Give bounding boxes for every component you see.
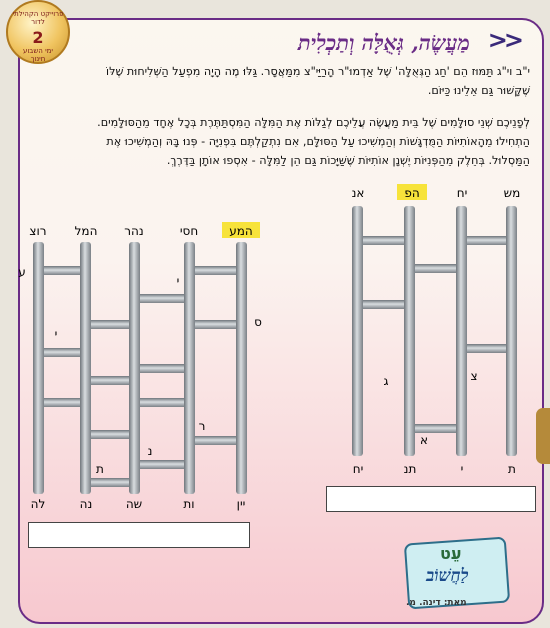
right-top-label: יח <box>456 186 468 200</box>
instructions-line-2: הַתְחִילוּ מֵהָאוֹתִיּוֹת הַמֻּדְגָּשׁוֹת וְהַמְשִׁיכוּ עַל הַסּוּלָּם, אִם נִתְקַלְתֶּם בִּפְנִיָּה - פְּנוּ בָּהּ וְהַמְשִׁיכוּ אֶת <box>106 135 530 148</box>
brand-logo <box>396 534 516 606</box>
right-pole <box>506 206 517 456</box>
double-arrow-icon: >> <box>487 26 520 54</box>
left-pole <box>236 242 247 494</box>
left-top-label-highlighted: המע <box>229 224 253 238</box>
left-rung <box>188 266 244 275</box>
right-top-label-highlighted: הפ <box>404 186 420 200</box>
left-pole <box>129 242 140 494</box>
left-pole <box>33 242 44 494</box>
left-letter: י <box>54 327 58 341</box>
left-bottom-label: נה <box>79 497 93 511</box>
left-letter: נ <box>147 444 153 458</box>
left-answer-field[interactable] <box>28 522 250 548</box>
left-letter: י <box>176 274 180 288</box>
page-edge-decoration <box>536 408 550 464</box>
badge-text-3: חינוך <box>30 55 46 63</box>
badge-text-2: ימי השבוע <box>23 47 53 55</box>
left-bottom-label: ות <box>183 497 195 511</box>
badge-text: פרוייקט הקהילתי לדור <box>12 10 64 26</box>
left-top-label: נהר <box>124 224 144 238</box>
right-top-label: אנ <box>351 186 365 200</box>
right-ladder <box>352 184 521 476</box>
left-bottom-label: לה <box>30 497 46 511</box>
right-rung <box>408 264 464 273</box>
right-bottom-label: ת <box>508 462 516 476</box>
left-pole <box>80 242 91 494</box>
left-rung <box>188 320 244 329</box>
left-pole <box>184 242 195 494</box>
left-rung <box>136 460 192 469</box>
left-letter: ת <box>96 462 104 476</box>
author-credit: מאת: דינה. מ. <box>406 598 467 608</box>
right-pole <box>352 206 363 456</box>
left-top-label: חסי <box>179 224 199 238</box>
left-top-label: המל <box>74 224 98 238</box>
logo-text-1: עֵט <box>440 544 462 563</box>
page-title: מַעֲשֶׂה, גְּאֻלָּה וְתַכְלִית <box>297 30 470 55</box>
left-letter: ע <box>18 265 26 279</box>
right-rung <box>408 424 464 433</box>
left-rung <box>136 398 192 407</box>
left-rung <box>188 436 244 445</box>
intro-line-2: שֶׁקָּשׁוּר גַּם אֵלֵינוּ כַּיּוֹם. <box>427 84 530 97</box>
left-rung <box>136 364 192 373</box>
left-ladder <box>18 222 262 511</box>
left-bottom-label: שה <box>125 497 143 511</box>
right-letter: צ <box>470 369 478 383</box>
right-bottom-label: י <box>460 462 464 476</box>
right-pole <box>404 206 415 456</box>
instructions-line-3: הַמַּסְלוּל. בְּחֵלֶק מֵהַפְּנִיּוֹת יֶשְׁנָן אוֹתִיּוֹת שֶׁשַּׁיָּכוֹת גַּם הֵן לַמִּלָּה - אִסְפוּ אוֹתָן בַּדֶּרֶךְ. <box>166 154 530 167</box>
badge-number: 2 <box>32 28 44 47</box>
right-top-label: מש <box>503 186 521 200</box>
right-pole <box>456 206 467 456</box>
left-letter: ר <box>198 419 206 433</box>
right-answer-field[interactable] <box>326 486 536 512</box>
instructions-line-1: לְפָנֵיכֶם שְׁנֵי סוּלָּמִים שֶׁל בֵּית מַעֲשֶׂה עֲלֵיכֶם לְגַלּוֹת אֶת הַמִּלָּה הַמִּסְתַּתֶּרֶת בְּכָל אֶחָד מֵהַסּוּלָּמִים. <box>97 116 530 129</box>
right-letter: ג <box>383 374 389 388</box>
left-top-label: רוצ <box>29 224 47 238</box>
logo-text-2: לַחֲשׁוֹב <box>426 566 469 586</box>
right-letter: א <box>419 433 429 447</box>
left-bottom-label: יין <box>236 497 246 511</box>
left-letter: ס <box>254 315 262 329</box>
right-bottom-label: תנ <box>403 462 417 476</box>
left-rung <box>136 294 192 303</box>
intro-line-1: י"ב וי"ג תַּמּוּז הֵם 'חַג הַגְּאֻלָּה' שֶׁל אַדְמוּ"ר הָרַיַּי"צ מִמַּאֲסָר. גַּלּוּ מֶה הָיָה מִפְעַל הַשְּׁלִיחוּת שֶׁלּוֹ <box>106 65 530 78</box>
right-bottom-label: יח <box>352 462 364 476</box>
